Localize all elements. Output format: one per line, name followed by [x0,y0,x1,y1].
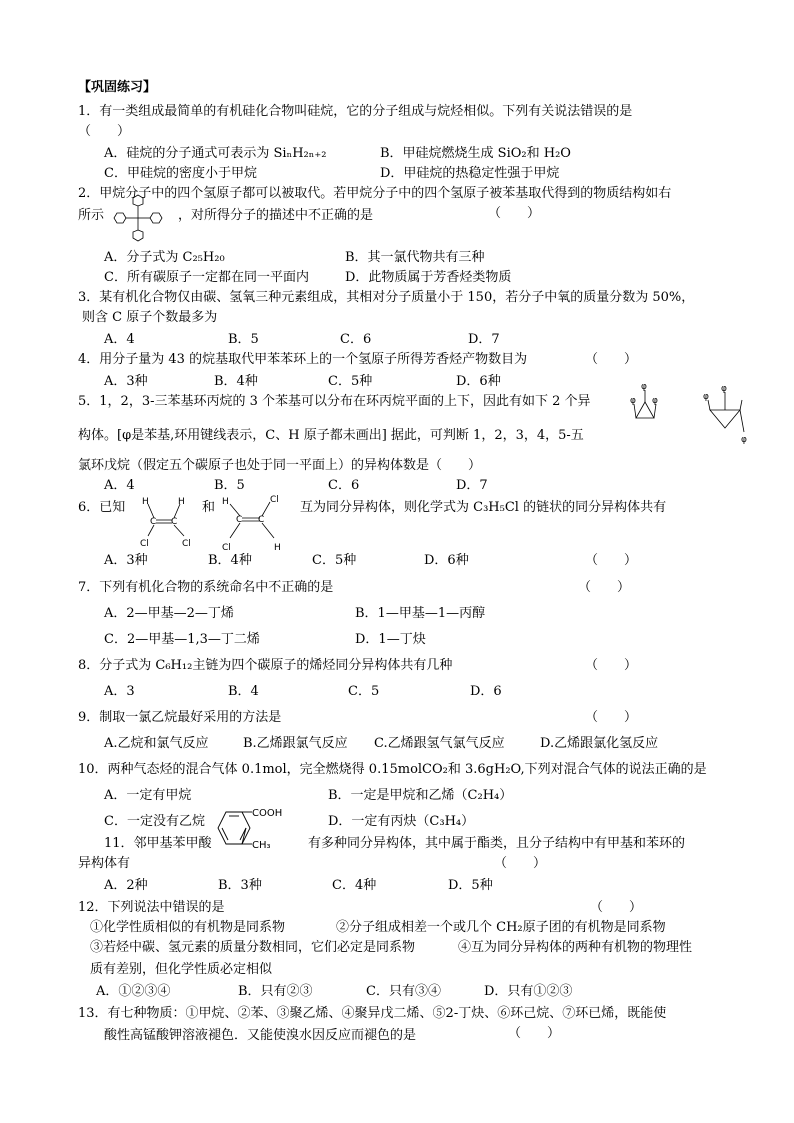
phenyl-symbol: φ [721,384,727,394]
atom-label: C [171,517,178,527]
atom-label: C [150,517,157,527]
atom-label: H [178,497,185,507]
q8-answer-paren: （ ） [585,658,638,673]
methyl-group-label: CH₃ [252,840,271,851]
q5-stem: 5．1，2，3-三苯基环丙烷的 3 个苯基可以分布在环丙烷平面的上下，因此有如下 2 个异 [78,394,591,409]
q2-answer-paren: （ ） [488,206,541,221]
q1-stem: 1．有一类组成最简单的有机硅化合物叫硅烷，它的分子组成与烷烃相似。下列有关说法错误的是 [78,104,633,119]
q5-option-d: D．7 [456,478,488,493]
q3-option-c: C．6 [340,332,372,347]
q7-stem: 7．下列有机化合物的系统命名中不正确的是 [78,580,334,595]
q7-option-b: B．1—甲基—1—丙醇 [355,606,486,621]
q11-stem: 11．邻甲基苯甲酸 [104,836,212,851]
q12-statement-1: ①化学性质相似的有机物是同系物 [90,920,286,935]
q7-answer-paren: （ ） [578,580,631,595]
q6-and: 和 [202,500,216,515]
q10-option-d: D．一定有丙炔（C₃H₄） [328,814,475,829]
q6-stem-tail: 互为同分异构体，则化学式为 C₃H₅Cl 的链状的同分异构体共有 [300,500,667,515]
q2-option-b: B．其一氯代物共有三种 [345,250,485,265]
q9-answer-paren: （ ） [585,710,638,725]
q2-option-c: C．所有碳原子一定都在同一平面内 [104,270,309,285]
q13-answer-paren: （ ） [508,1026,561,1041]
q11-option-c: C．4种 [332,878,377,893]
q13-stem: 13．有七种物质：①甲烷、②苯、③聚乙烯、④聚异戊二烯、⑤2-丁炔、⑥环己烷、⑦环已烯，既能使 [78,1006,667,1021]
q9-option-d: D.乙烯跟氯化氢反应 [540,736,659,751]
q8-stem: 8．分子式为 C₆H₁₂主链为四个碳原子的烯烃同分异构体共有几种 [78,658,453,673]
q1-option-b: B．甲硅烷燃烧生成 SiO₂和 H₂O [380,146,571,161]
q11-option-a: A．2种 [104,878,148,893]
q4-option-c: C．5种 [328,374,373,389]
q6-option-b: B．4种 [208,553,252,568]
atom-label: Cl [140,539,149,549]
trans-dichloroethene-structure [216,494,288,558]
q11-option-d: D．5种 [448,878,493,893]
q12-stem: 12．下列说法中错误的是 [78,900,225,915]
q5-option-c: C．6 [328,478,360,493]
q6-option-a: A．3种 [104,553,148,568]
q11-answer-paren: （ ） [494,856,547,871]
atom-label: Cl [270,495,279,505]
phenyl-symbol: φ [652,396,658,406]
q4-option-d: D．6种 [456,374,501,389]
phenyl-symbol: φ [703,392,709,402]
q2-stem: 2．甲烷分子中的四个氢原子都可以被取代。若甲烷分子中的四个氢原子被苯基取代得到的物质结构如右 [78,186,672,201]
q9-option-b: B.乙烯跟氯气反应 [243,736,348,751]
q1-option-d: D．甲硅烷的热稳定性强于甲烷 [380,166,560,181]
q2-stem-suffix: 所示 [78,208,105,223]
q4-option-a: A．3种 [104,374,148,389]
q8-option-c: C．5 [348,684,380,699]
q9-option-c: C.乙烯跟氢气氯气反应 [374,736,505,751]
q6-answer-paren: （ ） [585,553,638,568]
q2-option-d: D．此物质属于芳香烃类物质 [345,270,512,285]
q12-option-c: C．只有③④ [366,984,441,999]
triphenylcyclopropane-isomer-2 [700,382,752,452]
q3-option-d: D．7 [468,332,500,347]
q2-stem-tail: ，对所得分子的描述中不正确的是 [178,208,374,223]
phenyl-symbol: φ [630,396,636,406]
q3-stem-line2: 则含 C 原子个数最多为 [82,310,218,325]
tetraphenylmethane-structure [110,192,166,244]
q6-stem: 6．已知 [78,500,126,515]
atom-label: H [142,497,149,507]
q3-stem: 3．某有机化合物仅由碳、氢氧三种元素组成，其相对分子质量小于 150，若分子中氧的质量分数为 50%， [78,290,695,305]
q12-answer-paren: （ ） [590,900,643,915]
atom-label: C [236,515,243,525]
phenyl-symbol: φ [741,435,747,445]
q10-stem: 10．两种气态烃的混合气体 0.1mol，完全燃烧得 0.15molCO₂和 3.6gH₂O,下列对混合气体的说法正确的是 [78,762,707,777]
q5-stem-line3: 氯环戊烷（假定五个碳原子也处于同一平面上）的异构体数是（ ） [78,458,482,473]
q5-stem-line2: 构体。[φ是苯基,环用键线表示，C、H 原子都未画出] 据此，可判断 1，2，3，4，5-五 [78,428,584,443]
q3-option-b: B．5 [228,332,259,347]
q6-option-c: C．5种 [312,553,357,568]
q4-option-b: B．4种 [214,374,258,389]
cis-dichloroethene-structure [134,494,198,550]
q11-stem-line2: 异构体有 [78,856,131,871]
q4-answer-paren: （ ） [585,352,638,367]
q7-option-c: C．2—甲基—1,3—丁二烯 [104,632,260,647]
q4-stem: 4．用分子量为 43 的烷基取代甲苯苯环上的一个氢原子所得芳香烃产物数目为 [78,352,528,367]
q11-stem-tail: 有多种同分异构体，其中属于酯类，且分子结构中有甲基和苯环的 [308,836,686,851]
q1-paren: （ ） [78,124,131,139]
q12-statement-2: ②分子组成相差一个或几个 CH₂原子团的有机物是同系物 [336,920,666,935]
q12-statement-4: ④互为同分异构体的两种有机物的物理性 [458,940,693,955]
phenyl-symbol: φ [641,382,647,392]
atom-label: Cl [222,543,231,553]
o-methylbenzoic-acid-structure [212,806,304,856]
q11-option-b: B．3种 [218,878,262,893]
q10-option-c: C．一定没有乙烷 [104,814,205,829]
q6-option-d: D．6种 [424,553,469,568]
atom-label: Cl [182,539,191,549]
q12-option-b: B．只有②③ [238,984,313,999]
q5-option-b: B．5 [214,478,245,493]
q5-option-a: A．4 [104,478,135,493]
q7-option-d: D．1—丁炔 [355,632,426,647]
q8-option-b: B．4 [228,684,259,699]
atom-label: H [274,543,281,553]
cooh-group-label: COOH [252,808,283,819]
atom-label: H [222,497,229,507]
q8-option-a: A．3 [104,684,135,699]
q12-option-d: D．只有①②③ [484,984,573,999]
q10-option-b: B．一定是甲烷和乙烯（C₂H₄） [328,788,513,803]
q3-option-a: A．4 [104,332,135,347]
q12-option-a: A．①②③④ [96,984,171,999]
q9-option-a: A.乙烷和氯气反应 [104,736,209,751]
q9-stem: 9．制取一氯乙烷最好采用的方法是 [78,710,282,725]
section-title: 【巩固练习】 [78,80,157,95]
atom-label: C [258,515,265,525]
q1-option-c: C．甲硅烷的密度小于甲烷 [104,166,257,181]
q10-option-a: A．一定有甲烷 [104,788,192,803]
q13-stem-line2: 酸性高锰酸钾溶液褪色．又能使溴水因反应而褪色的是 [104,1028,417,1043]
q12-statement-3: ③若烃中碳、氢元素的质量分数相同，它们必定是同系物 [90,940,416,955]
triphenylcyclopropane-isomer-1 [628,380,664,430]
q7-option-a: A．2—甲基—2—丁烯 [104,606,234,621]
q12-statement-4-cont: 质有差别，但化学性质必定相似 [90,962,273,977]
q1-option-a: A．硅烷的分子通式可表示为 SiₙH₂ₙ₊₂ [104,146,327,161]
q2-option-a: A．分子式为 C₂₅H₂₀ [104,250,225,265]
q8-option-d: D．6 [470,684,502,699]
